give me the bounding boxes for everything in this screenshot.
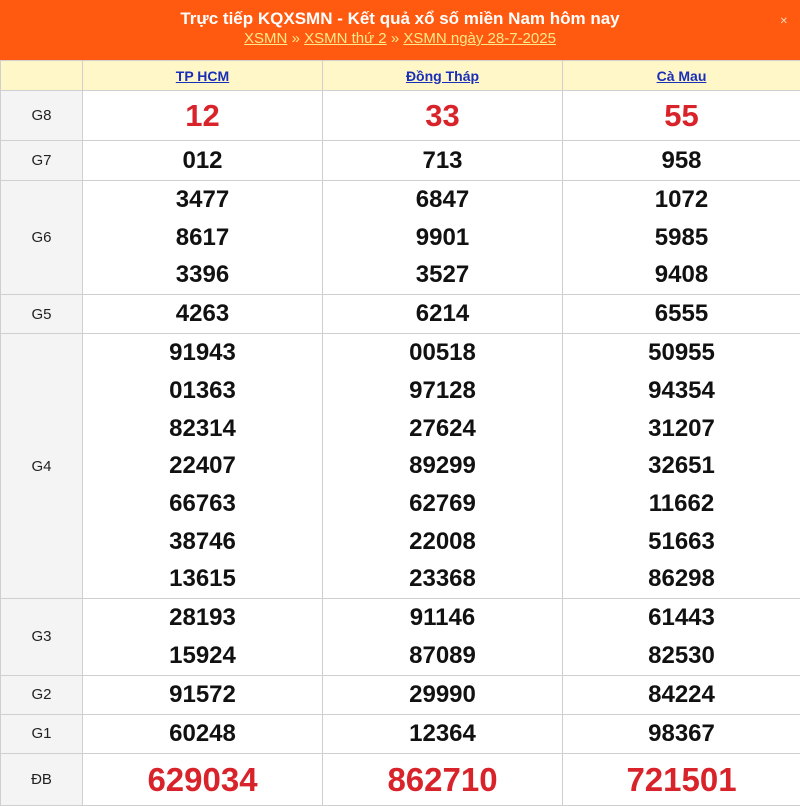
- result-number: 86298: [563, 560, 800, 598]
- result-number: 862710: [323, 754, 562, 805]
- result-number: 11662: [563, 485, 800, 523]
- result-number: 38746: [83, 523, 322, 561]
- result-number: 82314: [83, 410, 322, 448]
- result-number: 22407: [83, 447, 322, 485]
- page-header: [0, 0, 800, 60]
- result-number: 012: [83, 141, 322, 180]
- result-cell: [563, 91, 800, 141]
- result-number: 98367: [563, 715, 800, 753]
- results-table: [0, 60, 800, 806]
- result-cell: [323, 181, 563, 295]
- result-number: 3527: [323, 256, 562, 294]
- prize-row: [1, 295, 800, 334]
- prize-label: G5: [1, 295, 83, 334]
- prize-label: G3: [1, 599, 83, 675]
- result-number: 84224: [563, 676, 800, 714]
- result-cell: [83, 599, 323, 675]
- result-number: 1072: [563, 181, 800, 219]
- result-cell: [83, 181, 323, 295]
- result-number: 29990: [323, 676, 562, 714]
- result-number: 66763: [83, 485, 322, 523]
- result-cell: [563, 295, 800, 334]
- result-cell: [323, 599, 563, 675]
- prize-label: G6: [1, 181, 83, 295]
- result-cell: [83, 334, 323, 599]
- result-number: 00518: [323, 334, 562, 372]
- result-number: 33: [323, 91, 562, 140]
- prize-row: [1, 753, 800, 805]
- result-number: 82530: [563, 637, 800, 675]
- result-number: 3396: [83, 256, 322, 294]
- result-cell: [323, 141, 563, 181]
- result-cell: [563, 599, 800, 675]
- result-cell: [323, 295, 563, 334]
- result-number: 4263: [83, 295, 322, 333]
- result-number: 6847: [323, 181, 562, 219]
- result-cell: [563, 334, 800, 599]
- result-number: 31207: [563, 410, 800, 448]
- result-number: 23368: [323, 560, 562, 598]
- result-number: 713: [323, 141, 562, 180]
- prize-label: G4: [1, 334, 83, 599]
- result-number: 89299: [323, 447, 562, 485]
- result-cell: [323, 714, 563, 753]
- result-number: 958: [563, 141, 800, 180]
- result-cell: [323, 753, 563, 805]
- result-number: 55: [563, 91, 800, 140]
- station-link-tp-hcm[interactable]: TP HCM: [176, 68, 229, 84]
- breadcrumb-separator: »: [292, 30, 300, 47]
- station-link-dong-thap[interactable]: Đồng Tháp: [406, 68, 479, 84]
- prize-row: [1, 334, 800, 599]
- result-number: 3477: [83, 181, 322, 219]
- result-cell: [83, 295, 323, 334]
- result-number: 15924: [83, 637, 322, 675]
- result-number: 87089: [323, 637, 562, 675]
- result-number: 91572: [83, 676, 322, 714]
- station-header: [323, 61, 563, 91]
- result-number: 61443: [563, 599, 800, 637]
- result-number: 5985: [563, 219, 800, 257]
- prize-label: G1: [1, 714, 83, 753]
- breadcrumb: [0, 29, 800, 49]
- result-number: 91146: [323, 599, 562, 637]
- result-number: 13615: [83, 560, 322, 598]
- station-header: [563, 61, 800, 91]
- result-cell: [83, 714, 323, 753]
- result-number: 62769: [323, 485, 562, 523]
- prize-row: [1, 181, 800, 295]
- result-number: 6555: [563, 295, 800, 333]
- result-number: 94354: [563, 372, 800, 410]
- result-number: 8617: [83, 219, 322, 257]
- station-link-ca-mau[interactable]: Cà Mau: [657, 68, 707, 84]
- page-title: Trực tiếp KQXSMN - Kết quả xổ số miền Nam hôm nay: [0, 0, 800, 29]
- result-number: 32651: [563, 447, 800, 485]
- result-number: 91943: [83, 334, 322, 372]
- prize-row: [1, 714, 800, 753]
- result-number: 27624: [323, 410, 562, 448]
- prize-label: G8: [1, 91, 83, 141]
- result-cell: [563, 753, 800, 805]
- result-cell: [83, 141, 323, 181]
- breadcrumb-weekday-link[interactable]: XSMN thứ 2: [304, 30, 387, 47]
- close-icon[interactable]: ✕: [780, 16, 788, 27]
- prize-row: [1, 599, 800, 675]
- prize-label: G7: [1, 141, 83, 181]
- result-cell: [563, 714, 800, 753]
- prize-row: [1, 675, 800, 714]
- station-header-row: [1, 61, 800, 91]
- result-number: 01363: [83, 372, 322, 410]
- result-number: 629034: [83, 754, 322, 805]
- result-number: 60248: [83, 715, 322, 753]
- prize-row: [1, 91, 800, 141]
- result-cell: [563, 181, 800, 295]
- result-number: 97128: [323, 372, 562, 410]
- result-number: 721501: [563, 754, 800, 805]
- result-number: 6214: [323, 295, 562, 333]
- result-number: 9408: [563, 256, 800, 294]
- result-number: 51663: [563, 523, 800, 561]
- prize-label: G2: [1, 675, 83, 714]
- result-cell: [323, 91, 563, 141]
- result-number: 9901: [323, 219, 562, 257]
- breadcrumb-date-link[interactable]: XSMN ngày 28-7-2025: [403, 30, 556, 47]
- result-cell: [563, 141, 800, 181]
- result-cell: [323, 675, 563, 714]
- result-cell: [83, 753, 323, 805]
- result-cell: [323, 334, 563, 599]
- breadcrumb-xsmn-link[interactable]: XSMN: [244, 30, 287, 47]
- result-number: 12364: [323, 715, 562, 753]
- result-cell: [563, 675, 800, 714]
- result-number: 22008: [323, 523, 562, 561]
- result-cell: [83, 91, 323, 141]
- result-number: 28193: [83, 599, 322, 637]
- result-number: 50955: [563, 334, 800, 372]
- result-cell: [83, 675, 323, 714]
- corner-cell: [1, 61, 83, 91]
- breadcrumb-separator: »: [391, 30, 399, 47]
- prize-row: [1, 141, 800, 181]
- station-header: [83, 61, 323, 91]
- result-number: 12: [83, 91, 322, 140]
- prize-label: ĐB: [1, 753, 83, 805]
